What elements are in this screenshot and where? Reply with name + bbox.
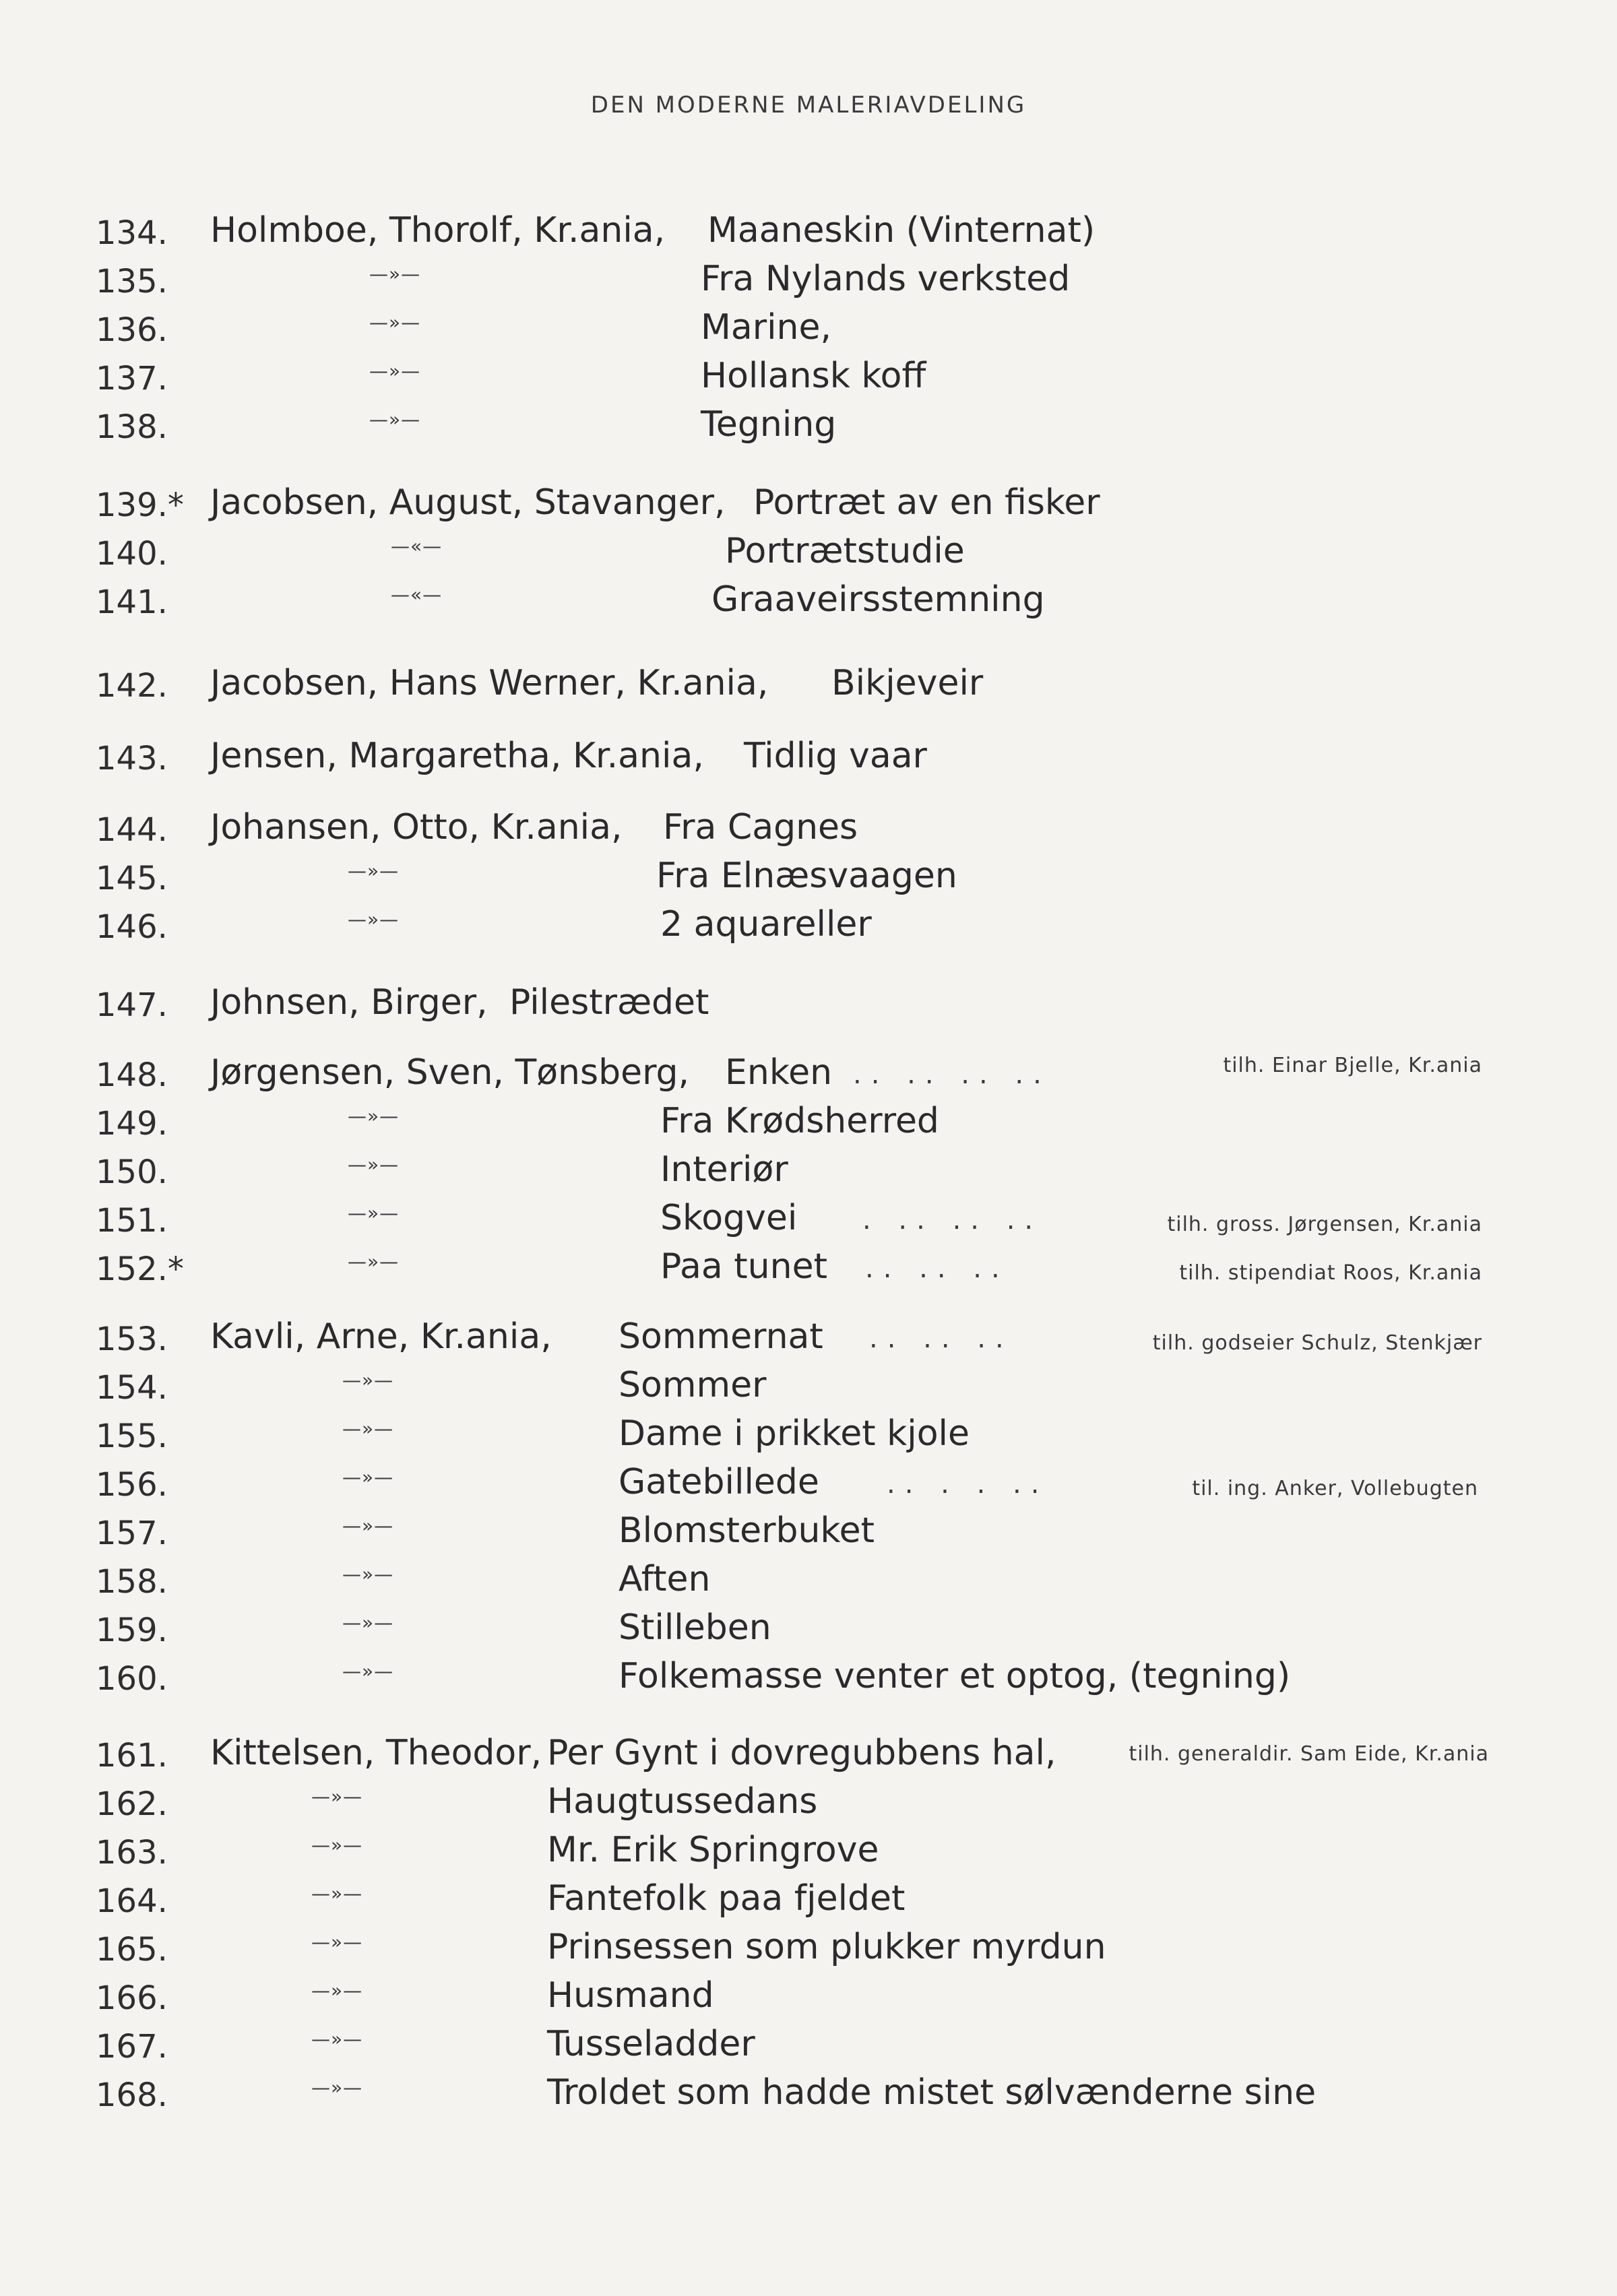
entry-owner: til. ing. Anker, Vollebugten [1192,1477,1478,1500]
entry-number: 156. [96,1466,168,1504]
catalog-entry [0,856,1617,908]
catalog-entry [0,982,1617,1035]
entry-artist: Kavli, Arne, Kr.ania, [210,1316,552,1357]
entry-title: Graaveirsstemning [711,579,1045,620]
entry-number: 168. [96,2076,168,2114]
entry-owner: tilh. godseier Schulz, Stenkjær [1152,1331,1482,1355]
catalog-entry [0,1607,1617,1660]
entry-number: 137. [96,360,168,397]
entry-number: 136. [96,311,168,349]
entry-title: Blomsterbuket [619,1510,875,1551]
ditto-mark: —»— [342,1466,394,1488]
entry-number: 135. [96,263,168,300]
ditto-mark: —»— [348,1105,400,1127]
ditto-mark: —»— [348,908,400,930]
entry-number: 146. [96,908,168,946]
entry-title: Aften [619,1559,711,1599]
catalog-entry [0,807,1617,860]
entry-title: Dame i prikket kjole [619,1413,970,1454]
catalog-entry [0,404,1617,457]
entry-number: 163. [96,1834,168,1872]
entry-title: Husmand [547,1975,714,2016]
entry-number: 150. [96,1153,168,1191]
catalog-entry [0,1052,1617,1105]
catalog-entry [0,1927,1617,1979]
entry-owner: tilh. gross. Jørgensen, Kr.ania [1167,1213,1482,1236]
entry-number: 145. [96,860,168,897]
entry-title: Mr. Erik Springrove [547,1830,879,1870]
entry-title: Gatebillede [619,1462,819,1502]
entry-title: Prinsessen som plukker myrdun [547,1927,1106,1967]
entry-artist: Jacobsen, August, Stavanger, [210,482,726,523]
catalog-entry [0,1246,1617,1299]
leader-dots: .. . . .. [887,1469,1049,1500]
entry-title: Fra Krødsherred [660,1101,939,1141]
entry-owner: tilh. generaldir. Sam Eide, Kr.ania [1129,1742,1489,1766]
ditto-mark: —»— [342,1563,394,1585]
entry-title: Pilestrædet [509,982,709,1023]
catalog-entry [0,2072,1617,2125]
ditto-mark: —»— [342,1417,394,1440]
catalog-entry [0,579,1617,632]
catalog-entry [0,1510,1617,1563]
entry-number: 140. [96,535,168,573]
catalog-entry [0,1149,1617,1202]
entry-title: Fra Elnæsvaagen [656,856,957,896]
entry-number: 165. [96,1931,168,1969]
entry-title: Folkemasse venter et optog, (tegning) [619,1656,1291,1696]
entry-title: Fra Cagnes [663,807,858,848]
catalog-entry [0,210,1617,263]
catalog-entry [0,1559,1617,1612]
entry-title: Troldet som hadde mistet sølvænderne sine [547,2072,1317,2113]
entry-title: Paa tunet [660,1246,827,1287]
entry-title: Tidlig vaar [744,736,927,776]
ditto-mark: —»— [342,1660,394,1682]
entry-artist: Johnsen, Birger, [210,982,488,1023]
ditto-mark: —»— [342,1369,394,1391]
catalog-entry [0,259,1617,311]
ditto-mark: —»— [311,1882,363,1905]
ditto-mark: —»— [369,360,421,382]
entry-number: 161. [96,1737,168,1775]
ditto-mark: —»— [348,1202,400,1224]
ditto-mark: —»— [369,311,421,333]
entry-number: 162. [96,1785,168,1823]
ditto-mark: —«— [391,535,443,557]
entry-title: Interiør [660,1149,788,1190]
ditto-mark: —»— [311,2028,363,2050]
ditto-mark: —»— [342,1612,394,1634]
ditto-mark: —»— [311,1834,363,1856]
entry-number: 159. [96,1612,168,1649]
entry-title: Fantefolk paa fjeldet [547,1878,906,1919]
entry-number: 158. [96,1563,168,1601]
entry-artist: Jensen, Margaretha, Kr.ania, [210,736,704,776]
entry-number: 138. [96,408,168,446]
catalog-entry [0,1830,1617,1882]
entry-number: 166. [96,1979,168,2017]
entry-number: 144. [96,811,168,849]
page-header: DEN MODERNE MALERIAVDELING [590,92,1027,119]
catalog-entry [0,1365,1617,1417]
entry-number: 152.* [96,1250,184,1288]
ditto-mark: —»— [369,263,421,285]
catalog-entry [0,663,1617,715]
entry-title: Sommernat [619,1316,823,1357]
entry-title: Portrætstudie [725,531,965,571]
catalog-entry [0,307,1617,360]
entry-artist: Jørgensen, Sven, Tønsberg, [210,1052,690,1093]
catalog-entry [0,1413,1617,1466]
entry-number: 142. [96,667,168,705]
catalog-entry [0,904,1617,957]
catalog-entry [0,1975,1617,2028]
ditto-mark: —»— [311,1785,363,1808]
catalog-entry [0,736,1617,788]
entry-title: Maaneskin (Vinternat) [707,210,1096,251]
catalog-entry [0,1781,1617,1834]
leader-dots: .. .. .. .. [853,1059,1051,1090]
entry-number: 147. [96,986,168,1024]
catalog-entry [0,531,1617,583]
catalog-entry [0,2024,1617,2076]
entry-title: 2 aquareller [660,904,872,945]
entry-number: 134. [96,214,168,252]
entry-title: Tusseladder [547,2024,755,2064]
entry-number: 141. [96,583,168,621]
entry-number: 155. [96,1417,168,1455]
entry-number: 157. [96,1514,168,1552]
catalog-entry [0,1316,1617,1369]
entry-number: 154. [96,1369,168,1407]
ditto-mark: —»— [311,2076,363,2099]
leader-dots: .. .. .. [865,1253,1009,1284]
entry-title: Bikjeveir [831,663,984,703]
catalog-entry [0,1733,1617,1785]
ditto-mark: —»— [311,1979,363,2002]
entry-title: Tegning [701,404,837,445]
ditto-mark: —»— [311,1931,363,1953]
catalog-entry [0,356,1617,408]
entry-title: Per Gynt i dovregubbens hal, [547,1733,1056,1773]
entry-artist: Kittelsen, Theodor, [210,1733,542,1773]
entry-number: 148. [96,1056,168,1094]
ditto-mark: —»— [369,408,421,430]
entry-title: Skogvei [660,1198,798,1238]
entry-number: 143. [96,740,168,777]
ditto-mark: —»— [348,860,400,882]
entry-number: 164. [96,1882,168,1920]
entry-number: 160. [96,1660,168,1698]
entry-owner: tilh. Einar Bjelle, Kr.ania [1223,1054,1482,1077]
entry-artist: Johansen, Otto, Kr.ania, [210,807,623,848]
ditto-mark: —»— [342,1514,394,1537]
catalog-entry [0,1656,1617,1709]
entry-number: 149. [96,1105,168,1143]
ditto-mark: —«— [391,583,443,606]
entry-title: Enken [725,1052,833,1093]
entry-number: 153. [96,1320,168,1358]
catalog-entry [0,482,1617,535]
leader-dots: . .. .. .. [862,1205,1043,1236]
entry-title: Marine, [701,307,832,348]
entry-owner: tilh. stipendiat Roos, Kr.ania [1179,1261,1482,1285]
catalog-entry [0,1101,1617,1153]
entry-title: Fra Nylands verksted [701,259,1071,299]
leader-dots: .. .. .. [869,1323,1013,1354]
entry-title: Portræt av en fisker [753,482,1100,523]
entry-number: 139.* [96,486,184,524]
ditto-mark: —»— [348,1153,400,1176]
entry-artist: Holmboe, Thorolf, Kr.ania, [210,210,666,251]
catalog-entry [0,1878,1617,1931]
catalog-entry [0,1462,1617,1514]
entry-number: 167. [96,2028,168,2066]
catalog-entry [0,1198,1617,1250]
entry-artist: Jacobsen, Hans Werner, Kr.ania, [210,663,769,703]
entry-title: Sommer [619,1365,767,1405]
entry-title: Stilleben [619,1607,771,1648]
entry-title: Hollansk koff [701,356,926,396]
ditto-mark: —»— [348,1250,400,1273]
entry-title: Haugtussedans [547,1781,818,1822]
entry-number: 151. [96,1202,168,1240]
